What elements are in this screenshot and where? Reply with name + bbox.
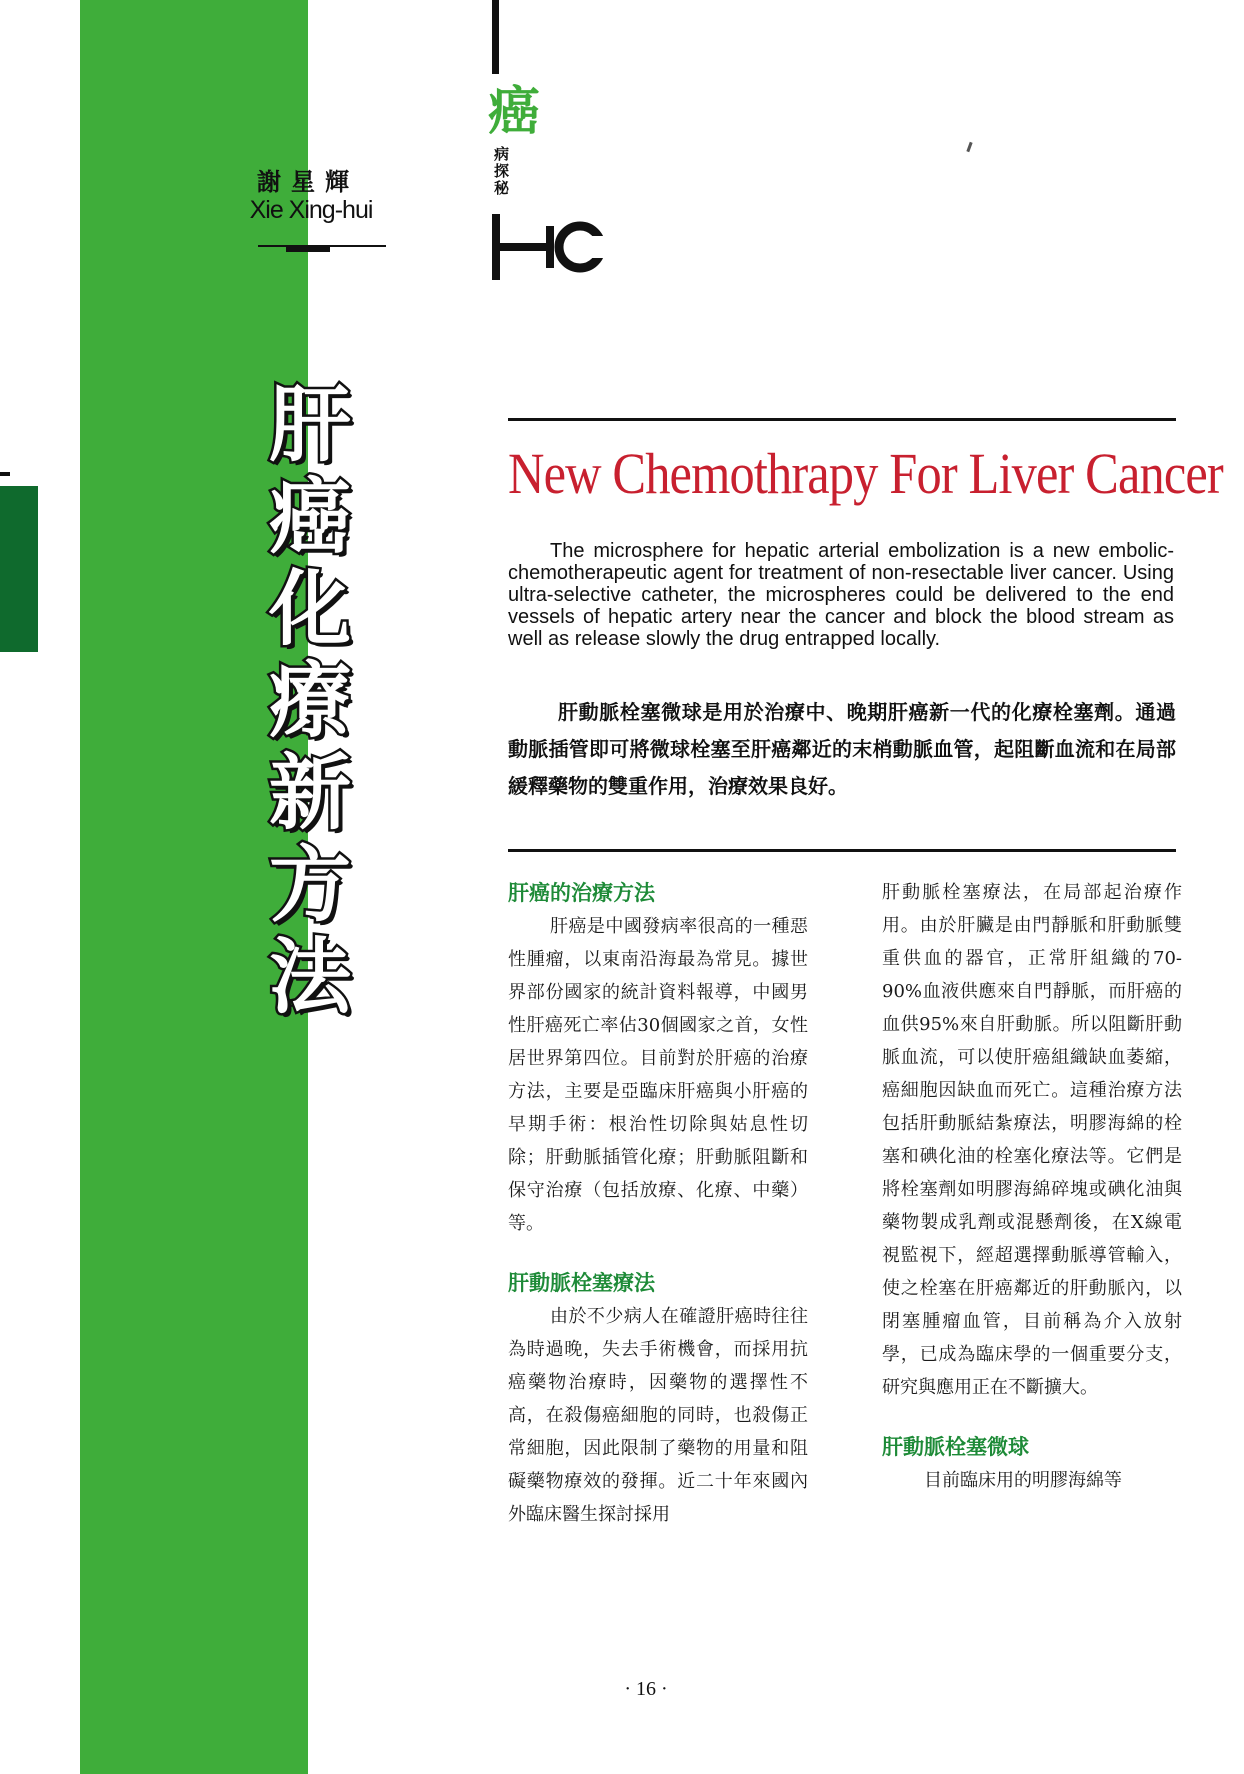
title-char: 法 [268,930,351,1025]
title-char: 新 [268,746,351,841]
english-title: New Chemothrapy For Liver Cancer [508,441,1223,506]
column-sub-char: 探 [494,162,510,180]
title-char: 方 [268,838,351,933]
column-sub-char: 病 [494,145,510,163]
english-abstract: The microsphere for hepatic arterial embolization is a new embolic-chemotherapeutic agent for treatment of non-resectable liver cancer. Using ultra-selective catheter, the microspheres could be delivered to the end vessels of hepatic artery near the cancer and block the blood stream as well as release slowly the drug entrapped locally. [508,540,1174,650]
speck-mark [966,142,972,152]
page-edge-tab [0,486,38,652]
abstract-rule [508,849,1176,852]
column-label-main: 癌 [488,82,541,142]
body-paragraph: 由於不少病人在確證肝癌時往往為時過晚，失去手術機會，而採用抗癌藥物治療時，因藥物的選擇性不高，在殺傷癌細胞的同時，也殺傷正常細胞，因此限制了藥物的用量和阻礙藥物療效的發揮。近二十年來國內外臨床醫生探討採用 [508,1306,808,1525]
section-heading: 肝動脈栓塞療法 [508,1271,655,1295]
top-rule [508,418,1176,421]
column-label-sub [494,146,514,197]
title-char: 肝 [268,378,351,473]
body-paragraph: 肝動脈栓塞療法，在局部起治療作用。由於肝臟是由門靜脈和肝動脈雙重供血的器官，正常肝組織的70-90%血液供應來自門靜脈，而肝癌的血供95%來自肝動脈。所以阻斷肝動脈血流，可以使肝癌組織缺血萎縮，癌細胞因缺血而死亡。這種治療方法包括肝動脈結紮療法，明膠海綿的栓塞和碘化油的栓塞化療法等。它們是將栓塞劑如明膠海綿碎塊或碘化油與藥物製成乳劑或混懸劑後，在X線電視監視下，經超選擇動脈導管輸入，使之栓塞在肝癌鄰近的肝動脈內，以閉塞腫瘤血管，目前稱為介入放射學，已成為臨床學的一個重要分支，研究與應用正在不斷擴大。 [882,882,1182,1398]
column-logo-bar [492,0,499,74]
page-number: · 16 · [624,1678,668,1700]
body-paragraph: 目前臨床用的明膠海綿等 [924,1470,1122,1491]
title-char: 癌 [268,470,351,565]
body-column-right [882,876,1182,1497]
edge-mark [0,472,10,476]
body-paragraph: 肝癌是中國發病率很高的一種惡性腫瘤，以東南沿海最為常見。據世界部份國家的統計資料報導，中國男性肝癌死亡率佔30個國家之首，女性居世界第四位。目前對於肝癌的治療方法，主要是亞臨床肝癌與小肝癌的早期手術：根治性切除與姑息性切除；肝動脈插管化療；肝動脈阻斷和保守治療（包括放療、化療、中藥）等。 [508,916,808,1234]
author-name-cn: 謝星輝 [257,168,359,196]
section-heading: 肝癌的治療方法 [508,881,655,905]
hc-logo-icon [488,214,628,284]
article-title-cn [262,380,358,1024]
column-sub-char: 秘 [494,179,510,197]
author-divider-accent [286,245,330,252]
author-name-en: Xie Xing-hui [249,196,373,224]
title-char: 療 [268,654,351,749]
title-char: 化 [268,562,351,657]
chinese-abstract: 肝動脈栓塞微球是用於治療中、晚期肝癌新一代的化療栓塞劑。通過動脈插管即可將微球栓塞至肝癌鄰近的末梢動脈血管，起阻斷血流和在局部緩釋藥物的雙重作用，治療效果良好。 [508,700,1176,798]
body-column-left [508,876,808,1531]
section-heading: 肝動脈栓塞微球 [882,1435,1029,1459]
